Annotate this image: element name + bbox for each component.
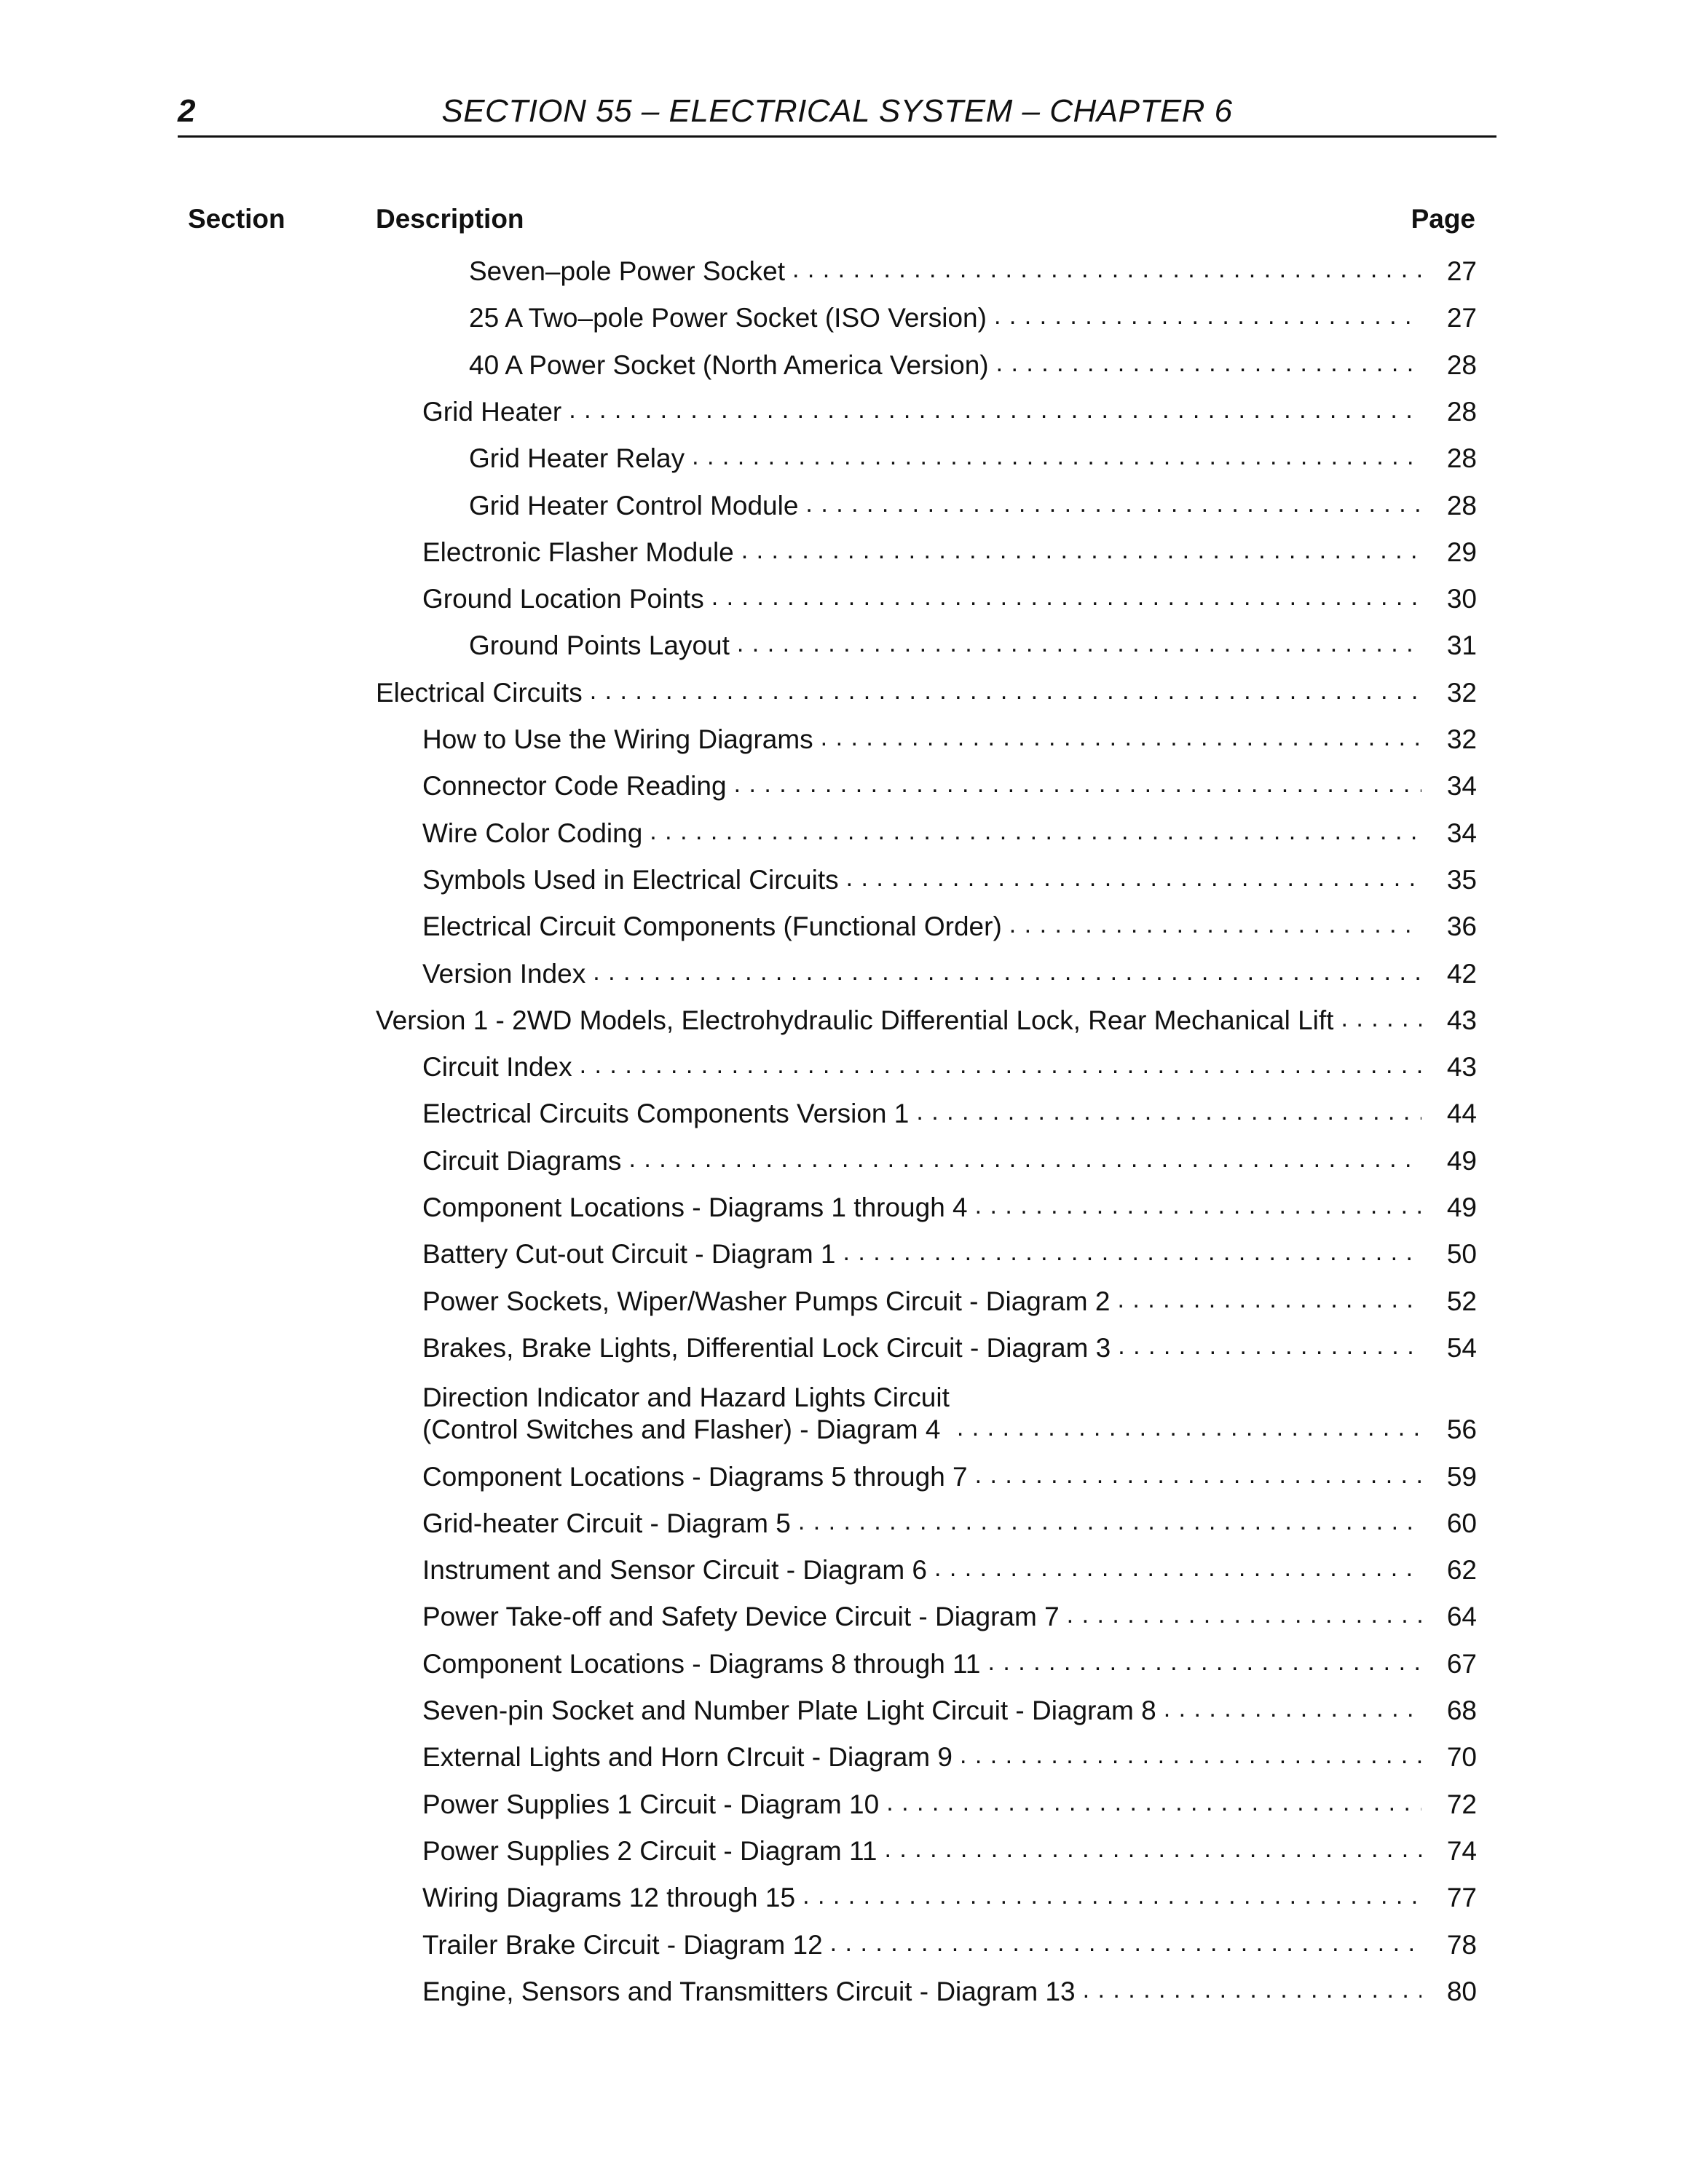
dot-leader (1009, 909, 1421, 941)
toc-entry-title-line: Power Supplies 1 Circuit - Diagram 10 (422, 1789, 880, 1819)
toc-entry-title (422, 1145, 628, 1177)
toc-entry-title-line: Component Locations - Diagrams 1 through 4 (422, 1192, 968, 1222)
toc-entry-page: 28 (1446, 396, 1477, 427)
toc-entry-page: 34 (1446, 818, 1477, 848)
dot-leader (805, 488, 1421, 520)
toc-entry-title (422, 911, 1009, 943)
toc-entry-title (376, 677, 590, 709)
toc-entry-title (422, 1332, 1118, 1364)
toc-entry-title-line: External Lights and Horn CIrcuit - Diagram 9 (422, 1742, 953, 1773)
toc-entry-page: 78 (1446, 1929, 1477, 1960)
toc-entry-page: 67 (1446, 1648, 1477, 1679)
column-header-description: Description (376, 204, 524, 234)
dot-leader (711, 581, 1421, 613)
toc-entry-title-line: Grid Heater Relay (469, 443, 685, 474)
toc-entry-title (469, 256, 792, 288)
dot-leader (996, 347, 1421, 379)
dot-leader (1118, 1330, 1421, 1362)
toc-entry-title-line: Electrical Circuits Components Version 1 (422, 1099, 910, 1129)
toc-entry-title (422, 1238, 843, 1270)
toc-entry (422, 571, 1477, 615)
toc-entry-title-line: Connector Code Reading (422, 771, 727, 802)
toc-entry (422, 1086, 1477, 1130)
toc-entry-page: 27 (1446, 256, 1477, 286)
dot-leader (884, 1833, 1421, 1865)
toc-entry-page: 32 (1446, 724, 1477, 754)
toc-entry-page: 30 (1446, 584, 1477, 614)
toc-entry-title (469, 443, 692, 475)
toc-entry-title (422, 864, 846, 896)
dot-leader (886, 1787, 1421, 1819)
toc-entry-title (422, 1976, 1083, 2008)
toc-entry (422, 806, 1477, 850)
toc-entry-title-line: Brakes, Brake Lights, Differential Lock Circuit - Diagram 3 (422, 1332, 1111, 1363)
toc-entry-title (422, 396, 569, 428)
toc-entry-title-line: Wire Color Coding (422, 818, 643, 848)
toc-entry (422, 1180, 1477, 1224)
toc-entry-title (422, 1286, 1117, 1318)
toc-entry-title (422, 1648, 987, 1680)
toc-entry-title-line: Instrument and Sensor Circuit - Diagram 6 (422, 1555, 927, 1586)
toc-entry (422, 1589, 1477, 1633)
toc-entry (422, 1274, 1477, 1318)
toc-entry-page: 44 (1446, 1099, 1477, 1129)
dot-leader (737, 628, 1421, 660)
toc-entry-page: 36 (1446, 911, 1477, 942)
toc-entry-title-line: Electrical Circuits (376, 677, 583, 708)
toc-entry-page: 29 (1446, 537, 1477, 567)
toc-entry-title-line: Grid-heater Circuit - Diagram 5 (422, 1508, 791, 1538)
toc-entry-title (422, 818, 650, 850)
toc-entry (422, 1870, 1477, 1914)
toc-entry-title-line: Electronic Flasher Module (422, 537, 734, 567)
toc-entry-title (376, 1005, 1341, 1037)
toc-entry-title-line: Seven–pole Power Socket (469, 256, 785, 286)
toc-entry-title (422, 1461, 975, 1493)
dot-leader (569, 394, 1421, 426)
toc-entry-page: 32 (1446, 677, 1477, 708)
toc-entry-page: 64 (1446, 1602, 1477, 1632)
toc-entry-title-line: Version Index (422, 958, 586, 989)
toc-entry-page: 68 (1446, 1696, 1477, 1725)
dot-leader (802, 1880, 1421, 1912)
toc-entry-title-line: (Control Switches and Flasher) - Diagram 4 (422, 1415, 941, 1445)
dot-leader (975, 1190, 1421, 1222)
toc-entry-page: 52 (1446, 1286, 1477, 1316)
toc-entry-page: 54 (1446, 1332, 1477, 1363)
toc-entry (422, 712, 1477, 756)
dot-leader (741, 534, 1421, 566)
toc-entry-page: 50 (1446, 1239, 1477, 1270)
toc-entry-title (422, 1508, 798, 1540)
dot-leader (1067, 1599, 1421, 1631)
toc-entry (376, 993, 1477, 1037)
toc-entry-title (469, 490, 805, 522)
toc-entry (422, 1777, 1477, 1821)
toc-entry-title-line: Grid Heater Control Module (469, 490, 799, 521)
toc-entry-page: 42 (1446, 958, 1477, 989)
dot-leader (1341, 1002, 1421, 1034)
toc-entry-title (469, 302, 994, 334)
toc-entry-title (422, 1051, 580, 1083)
toc-entry-title-line: Wiring Diagrams 12 through 15 (422, 1883, 796, 1913)
toc-entry (422, 899, 1477, 943)
toc-entry-title (422, 958, 593, 990)
toc-entry (422, 852, 1477, 896)
toc-entry-title (422, 1929, 830, 1961)
toc-entry-title-line: Component Locations - Diagrams 5 through 7 (422, 1461, 968, 1492)
dot-leader (798, 1506, 1421, 1538)
dot-leader (843, 1236, 1421, 1268)
toc-entry-title-line: Ground Points Layout (469, 630, 730, 661)
dot-leader (934, 1552, 1421, 1584)
toc-entry-title-line: Direction Indicator and Hazard Lights Circuit (422, 1382, 950, 1413)
toc-entry-title-line: 40 A Power Socket (North America Version) (469, 349, 989, 380)
toc-entry-title-line: How to Use the Wiring Diagrams (422, 724, 813, 754)
dot-leader (580, 1049, 1421, 1081)
toc-entry (422, 1683, 1477, 1727)
toc-entry (469, 618, 1477, 662)
toc-entry-page: 70 (1446, 1742, 1477, 1773)
toc-entry-title (422, 1601, 1067, 1633)
toc-entry-page: 49 (1446, 1145, 1477, 1176)
toc-entry (422, 946, 1477, 990)
toc-entry-title (422, 770, 734, 802)
toc-entry (422, 1321, 1477, 1364)
toc-entry (422, 1637, 1477, 1680)
toc-entry-page: 28 (1446, 443, 1477, 474)
toc-entry (422, 1449, 1477, 1493)
toc-entry-title (469, 630, 737, 662)
dot-leader (593, 956, 1421, 988)
toc-entry (469, 338, 1477, 381)
dot-leader (1164, 1693, 1421, 1725)
dot-leader (590, 675, 1421, 707)
toc-entry (422, 1543, 1477, 1586)
toc-entry (422, 1824, 1477, 1867)
toc-entry-page: 43 (1446, 1005, 1477, 1035)
toc-entry-title-line: Power Supplies 2 Circuit - Diagram 11 (422, 1835, 877, 1866)
toc-entry-title-line: Circuit Index (422, 1052, 572, 1083)
section-title: SECTION 55 – ELECTRICAL SYSTEM – CHAPTER 6 (441, 93, 1233, 129)
toc-entry-page: 72 (1446, 1789, 1477, 1819)
dot-leader (692, 440, 1421, 472)
toc-entry-title (422, 1789, 886, 1821)
toc-entry (422, 1496, 1477, 1540)
toc-entry-title (422, 1554, 934, 1586)
toc-entry-title-line: Electrical Circuit Components (Functional Order) (422, 911, 1002, 942)
toc-entry-page: 28 (1446, 349, 1477, 380)
toc-entry-title-line: Circuit Diagrams (422, 1145, 622, 1176)
toc-entry-title (422, 1695, 1164, 1727)
toc-entry-title (469, 349, 996, 381)
dot-leader (960, 1739, 1421, 1771)
dot-leader (650, 815, 1421, 847)
toc-entry-title-line: Engine, Sensors and Transmitters Circuit - Diagram 13 (422, 1976, 1076, 2006)
column-header-page: Page (1411, 204, 1475, 234)
toc-entry-page: 59 (1446, 1461, 1477, 1492)
dot-leader (1083, 1974, 1421, 2006)
dot-leader (1117, 1283, 1421, 1315)
toc-entry-page: 77 (1446, 1883, 1477, 1913)
toc-entry-page: 62 (1446, 1555, 1477, 1586)
toc-entry-title (422, 1098, 916, 1130)
toc-entry (422, 1227, 1477, 1270)
toc-entry (376, 665, 1477, 709)
toc-entry (469, 244, 1477, 288)
dot-leader (957, 1412, 1421, 1444)
toc-entry-title (422, 1882, 802, 1914)
toc-entry-title-line: Version 1 - 2WD Models, Electrohydraulic Differential Lock, Rear Mechanical Lift (376, 1005, 1334, 1035)
toc-entry-page: 43 (1446, 1052, 1477, 1083)
toc-entry (469, 431, 1477, 475)
toc-entry-title-line: Power Sockets, Wiper/Washer Pumps Circuit - Diagram 2 (422, 1286, 1111, 1316)
toc-entry (469, 290, 1477, 334)
toc-entry-title (422, 1741, 960, 1773)
dot-leader (994, 300, 1421, 332)
toc-entry-title (422, 583, 711, 615)
toc-entry (422, 1040, 1477, 1083)
toc-entry-page: 28 (1446, 490, 1477, 521)
toc-entry (422, 384, 1477, 428)
toc-entry-page: 60 (1446, 1508, 1477, 1538)
dot-leader (987, 1646, 1421, 1678)
toc-entry (469, 478, 1477, 522)
toc-entry (422, 1133, 1477, 1177)
toc-entry-title-line: Trailer Brake Circuit - Diagram 12 (422, 1929, 823, 1960)
dot-leader (916, 1096, 1421, 1128)
dot-leader (830, 1927, 1421, 1959)
toc-entry-page: 80 (1446, 1976, 1477, 2006)
page-number: 2 (178, 93, 196, 129)
toc-entry-title-line: Symbols Used in Electrical Circuits (422, 864, 839, 895)
toc-entry-title (422, 1382, 957, 1446)
toc-entry-title (422, 1192, 975, 1224)
dot-leader (846, 862, 1421, 894)
column-header-section: Section (188, 204, 285, 234)
toc-entry-title-line: 25 A Two–pole Power Socket (ISO Version) (469, 303, 987, 333)
toc-entry-page: 27 (1446, 303, 1477, 333)
toc-entry-page: 31 (1446, 630, 1477, 661)
toc-entry-title-line: Ground Location Points (422, 584, 704, 614)
toc-entry-page: 56 (1446, 1415, 1477, 1445)
dot-leader (792, 253, 1421, 285)
toc-entry-title (422, 537, 741, 569)
toc-entry (422, 1730, 1477, 1773)
toc-entry-title-line: Component Locations - Diagrams 8 through 11 (422, 1648, 981, 1679)
toc-entry (422, 1918, 1477, 1961)
dot-leader (734, 768, 1421, 800)
dot-leader (975, 1459, 1421, 1491)
toc-entry-title-line: Battery Cut-out Circuit - Diagram 1 (422, 1239, 836, 1270)
toc-entry-title-line: Seven-pin Socket and Number Plate Light Circuit - Diagram 8 (422, 1696, 1156, 1725)
toc-entry-page: 49 (1446, 1192, 1477, 1222)
toc-entry-page: 35 (1446, 864, 1477, 895)
toc-entry-page: 34 (1446, 771, 1477, 802)
toc-entry-title-line: Grid Heater (422, 396, 562, 427)
toc-entry-title (422, 1835, 884, 1867)
toc-entry-title-line: Power Take-off and Safety Device Circuit - Diagram 7 (422, 1602, 1060, 1632)
toc-entry (422, 1367, 1477, 1446)
dot-leader (628, 1143, 1421, 1175)
toc-entry-title (422, 724, 821, 756)
toc-entry (422, 1964, 1477, 2008)
toc-entry (422, 525, 1477, 569)
toc-entry (422, 759, 1477, 802)
toc-entry-page: 74 (1446, 1835, 1477, 1866)
dot-leader (821, 721, 1421, 753)
